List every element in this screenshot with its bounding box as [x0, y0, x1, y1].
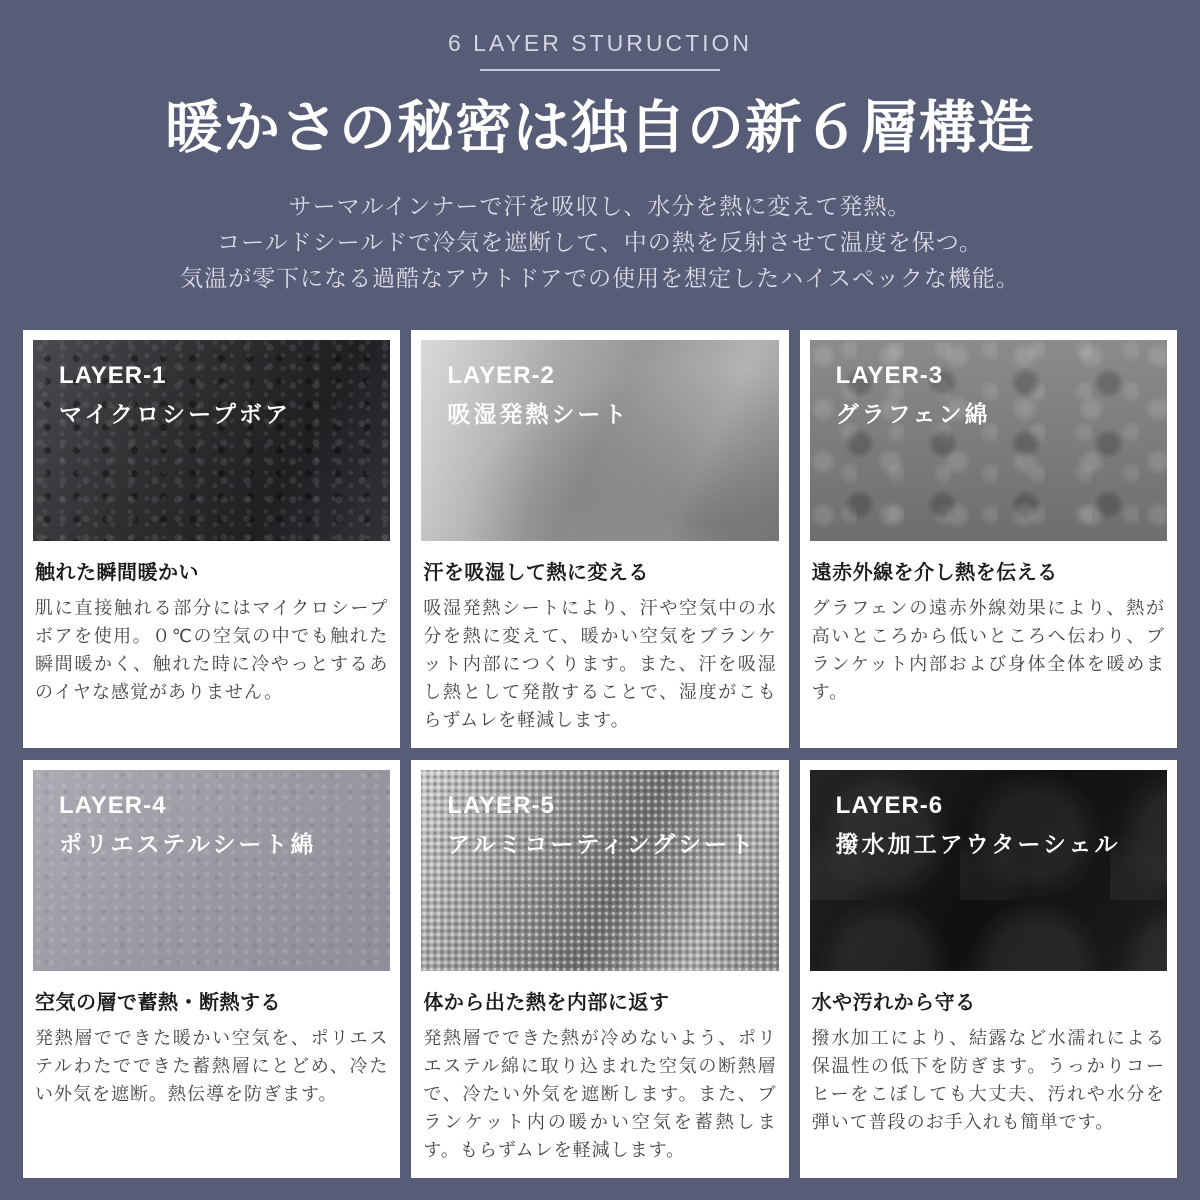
- layer-number-label: LAYER-5: [447, 791, 555, 819]
- heat-generating-sheet-photo: [421, 340, 778, 541]
- water-repellent-outer-shell-photo: [810, 770, 1167, 971]
- eyebrow-text: 6 LAYER STURUCTION: [447, 30, 753, 56]
- card-body: 撥水加工により、結露など水濡れによる保温性の低下を防ぎます。うっかりコーヒーをこぼしても大丈夫、汚れや水分を弾いて普段のお手入れも簡単です。: [811, 1027, 1165, 1132]
- layer-name-label: グラフェン綿: [835, 400, 991, 427]
- layer-card-4: [23, 760, 400, 1178]
- graphene-cotton-photo: [810, 340, 1167, 541]
- intro-line-3: 気温が零下になる過酷なアウトドアでの使用を想定したハイスペックな機能。: [180, 264, 1020, 291]
- card-heading: 体から出た熱を内部に返す: [423, 991, 670, 1014]
- card-heading: 遠赤外線を介し熱を伝える: [811, 561, 1058, 584]
- layer-name-label: アルミコーティングシート: [447, 830, 757, 857]
- card-body: 肌に直接触れる部分にはマイクロシープボアを使用。０℃の空気の中でも触れた瞬間暖かく、触れた時に冷やっとするあのイヤな感覚がありません。: [35, 597, 389, 702]
- layer-cards-grid: [0, 330, 1200, 1178]
- intro-paragraph: [0, 188, 1200, 296]
- layer-name-label: マイクロシープボア: [59, 400, 291, 427]
- card-body: 吸湿発熱シートにより、汗や空気中の水分を熱に変えて、暖かい空気をブランケット内部につくります。また、汗を吸湿し熱として発散することで、湿度がこもらずムレを軽減します。: [423, 597, 777, 730]
- layer-name-label: 吸湿発熱シート: [447, 400, 630, 427]
- card-heading: 触れた瞬間暖かい: [35, 561, 199, 584]
- layer-number-label: LAYER-2: [447, 361, 555, 389]
- layer-card-6: [800, 760, 1177, 1178]
- micro-sheep-boa-photo: [33, 340, 390, 541]
- layer-number-label: LAYER-1: [59, 361, 167, 389]
- layer-number-label: LAYER-6: [835, 791, 944, 819]
- layer-card-1: [23, 330, 400, 748]
- layer-number-label: LAYER-4: [59, 791, 167, 819]
- layer-name-label: 撥水加工アウターシェル: [835, 830, 1121, 857]
- layer-card-5: [411, 760, 788, 1178]
- card-body: 発熱層でできた熱が冷めないよう、ポリエステル綿に取り込まれた空気の断熱層で、冷たい外気を遮断します。また、ブランケット内の暖かい空気を蓄熱します。もらずムレを軽減します。: [423, 1027, 777, 1160]
- card-body: 発熱層でできた暖かい空気を、ポリエステルわたでできた蓄熱層にとどめ、冷たい外気を遮断。熱伝導を防ぎます。: [35, 1027, 389, 1104]
- card-heading: 空気の層で蓄熱・断熱する: [35, 991, 281, 1014]
- hero-header: [0, 0, 1200, 296]
- card-heading: 水や汚れから守る: [811, 991, 976, 1014]
- intro-line-2: コールドシールドで冷気を遮断して、中の熱を反射させて温度を保つ。: [217, 228, 983, 255]
- layer-card-2: [411, 330, 788, 748]
- intro-line-1: サーマルインナーで汗を吸収し、水分を熱に変えて発熱。: [288, 192, 912, 219]
- page-title: 暖かさの秘密は独自の新６層構造: [165, 96, 1035, 160]
- card-heading: 汗を吸湿して熱に変える: [423, 561, 649, 584]
- card-body: グラフェンの遠赤外線効果により、熱が高いところから低いところへ伝わり、ブランケット内部および身体全体を暖めます。: [811, 597, 1165, 702]
- aluminum-coating-sheet-photo: [421, 770, 778, 971]
- layer-name-label: ポリエステルシート綿: [59, 830, 317, 857]
- polyester-sheet-cotton-photo: [33, 770, 390, 971]
- layer-number-label: LAYER-3: [835, 361, 944, 389]
- layer-card-3: [800, 330, 1177, 748]
- eyebrow-underline: [480, 69, 720, 71]
